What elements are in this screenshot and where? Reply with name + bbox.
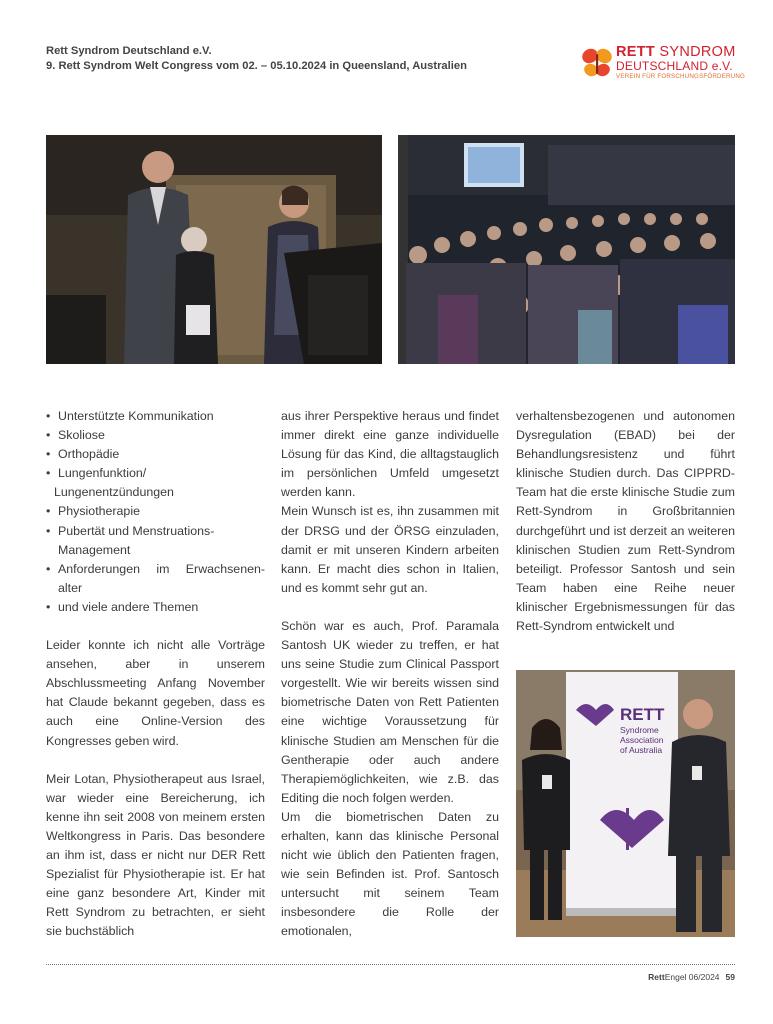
paragraph: Leider konnte ich nicht alle Vorträge ansehen, aber in unserem Abschlussmeeting Anfang November hat Claude bekannt gegeben, dass es auch eine Online-Version des Kongresses geben wird. xyxy=(46,638,265,748)
list-item: • Physiotherapie xyxy=(46,502,265,521)
text-column-3 xyxy=(516,407,735,636)
topics-list xyxy=(46,407,265,617)
photo-speakers-podium xyxy=(46,135,382,364)
page-number: 59 xyxy=(725,972,735,982)
paragraph: Um die biometrischen Daten zu erhalten, kann das klinische Personal nicht wie üblich den Patienten fragen, wie sein Befinden ist. Prof. Santosch untersucht mit seinem Team insbesondere die Rolle der emotionalen, xyxy=(281,809,499,939)
list-item: • Orthopädie xyxy=(46,445,265,464)
list-item-continuation: Lungenentzündungen xyxy=(54,485,174,500)
butterfly-logo-icon xyxy=(580,46,614,80)
list-item-continuation: Management xyxy=(58,542,131,557)
page-footer xyxy=(648,972,735,982)
list-item: • Pubertät und Menstruations- xyxy=(46,522,265,541)
banner-line-syndrome: Syndrome xyxy=(620,725,659,735)
text-column-1 xyxy=(46,407,265,941)
banner-rett-text: RETT xyxy=(620,705,665,724)
logo-tagline: VEREIN FÜR FORSCHUNGSFÖRDERUNG xyxy=(616,73,746,80)
photo-rett-banner xyxy=(516,670,735,937)
footer-brand-bold: Rett xyxy=(648,972,665,982)
text-column-2 xyxy=(281,407,499,942)
logo-word-rett: RETT xyxy=(616,44,656,60)
list-item: • Skoliose xyxy=(46,426,265,445)
page-header xyxy=(46,44,546,74)
paragraph: Meir Lotan, Physiotherapeut aus Israel, war wieder eine Bereicherung, ich kenne ihn seit 2008 von meinem ersten Weltkongress in Paris. Das besondere an ihm ist, dass er nicht nur DER Rett Spezialist für Physiotherapie ist. Er hat eine ganz besondere Art, Kinder mit Rett Syndrom zu betrachten, er sieht sie buchstäblich xyxy=(46,771,265,939)
paragraph: verhaltensbezogenen und autonomen Dysregulation (EBAD) bei der Behandlungsresistenz und führt klinische Studien durch. Das CIPPRD-Team hat die erste klinische Studie zum Rett-Syndrom in Großbritannien durchgeführt und ist derzeit an weiteren klinischen Studien zum Rett-Syndrom beteiligt. Professor Santosh und sein Team haben eine Reihe neuer klinischer Ergebnismessungen für das Rett-Syndrom entwickelt und xyxy=(516,409,735,634)
list-item: • und viele andere Themen xyxy=(46,598,265,617)
paragraph: Mein Wunsch ist es, ihn zusammen mit der DRSG und der ÖRSG einzuladen, damit er mit unseren Kindern arbeiten kann. Er macht dies schon in Italien, und es kommt sehr gut an. xyxy=(281,504,499,595)
banner-line-association: Association xyxy=(620,735,664,745)
list-item: • Unterstützte Kommunikation xyxy=(46,407,265,426)
paragraph: aus ihrer Perspektive heraus und findet immer direkt eine ganze individuelle Lösung für das Kind, die alltagstauglich im persönlichen Umfeld umgesetzt werden kann. xyxy=(281,409,499,500)
logo-country: DEUTSCHLAND e.V. xyxy=(616,59,733,73)
footer-divider xyxy=(46,964,735,965)
paragraph: Schön war es auch, Prof. Paramala Santosh UK wieder zu treffen, er hat uns seine Studie zum Clinical Passport vorgestellt. Wie wir bereits wissen sind biometrische Daten von Rett Patienten eine wichtige Voraussetzung für klinische Studien am Menschen für die Gentherapie oder auch andere Therapiemöglichkeiten, wie z.B. das Editing die noch folgen werden. xyxy=(281,618,499,805)
header-event: 9. Rett Syndrom Welt Congress vom 02. – 05.10.2024 in Queensland, Australien xyxy=(46,60,467,72)
rett-syndrom-logo xyxy=(580,44,746,84)
footer-brand-issue: Engel 06/2024 xyxy=(664,972,720,982)
list-item-continuation: alter xyxy=(58,580,83,595)
banner-line-australia: of Australia xyxy=(620,745,663,755)
logo-word-syndrom: SYNDROM xyxy=(659,44,736,60)
photo-conference-audience xyxy=(398,135,735,364)
header-organization: Rett Syndrom Deutschland e.V. xyxy=(46,45,212,57)
list-item: • Anforderungen im Erwachsenen- xyxy=(46,560,265,579)
list-item: • Lungenfunktion/ xyxy=(46,464,265,483)
